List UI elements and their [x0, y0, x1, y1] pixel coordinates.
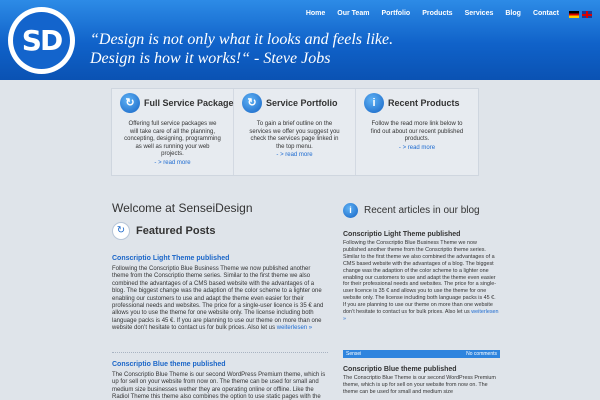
post-excerpt: The Conscriptio Blue Theme is our second WordPress Premium theme, which is up for sell on your website from now on. The theme can be used for small and medium size businesses wether they are operating online or offline. Like the Radiol Theme this theme also combines the option to use static pages with the: [112, 372, 326, 400]
feature-box-service-portfolio: [234, 89, 356, 175]
feature-box-recent-products: [356, 89, 478, 175]
info-icon: i: [343, 203, 358, 218]
flag-gb-icon[interactable]: [582, 11, 592, 18]
divider: [112, 352, 328, 353]
read-more-link[interactable]: weiterlesen »: [343, 309, 499, 322]
info-icon: i: [364, 93, 384, 113]
read-more-link[interactable]: weiterlesen »: [276, 325, 313, 332]
refresh-icon: ↻: [112, 222, 130, 240]
read-more-link[interactable]: - > read more: [276, 152, 313, 159]
logo[interactable]: [8, 7, 75, 74]
flag-de-icon[interactable]: [569, 11, 579, 18]
featured-posts-heading: [112, 222, 215, 240]
sidebar-post-title[interactable]: Conscriptio Blue theme published: [343, 366, 457, 373]
post-comments-link[interactable]: No comments: [466, 351, 497, 357]
header: [0, 0, 600, 80]
post-author[interactable]: Sensei: [346, 351, 362, 357]
main-nav: [300, 10, 592, 18]
nav-item-services[interactable]: Services: [464, 10, 494, 17]
sidebar-post-excerpt-text: Following the Conscriptio Blue Business Theme we now published another theme from the Conscriptio theme series. Similar to the first theme we also combined the advantages of a CMS based website with the advantages of a blog. The biggest change was the adaption of the color scheme to a lighter one enabling our customers to use and adapt the theme even easier for their professional needs and websites. The price for a single-user licence is 35 € and allows you to use the theme for one website only. The license including both language packs is 45 €. If you are planning to use our theme on more than one website don’t hesitate to contact us for bulk prices. Also let us: [343, 240, 497, 316]
feature-box-full-service: [112, 89, 234, 175]
nav-item-home[interactable]: Home: [305, 10, 326, 17]
sidebar-post-excerpt: [343, 240, 500, 323]
post-excerpt: [112, 266, 328, 333]
language-switcher: [569, 11, 592, 18]
read-more-link[interactable]: - > read more: [398, 144, 436, 151]
sidebar-post-excerpt: The Conscriptio Blue Theme is our second WordPress Premium theme, which is up for sell on your website from now on. The theme can be used for small and medium size: [343, 375, 496, 395]
post-title-link[interactable]: Conscriptio Light Theme published: [112, 255, 230, 262]
read-more-link[interactable]: - > read more: [154, 159, 191, 166]
sidebar-post: [343, 231, 500, 323]
nav-item-blog[interactable]: Blog: [505, 10, 521, 17]
featured-posts-title: Featured Posts: [136, 225, 216, 237]
recent-articles-heading: [343, 203, 480, 218]
feature-text: Offering full service packages we will take care of all the planning, concepting, designing, programming as well as running your web projects.: [124, 121, 221, 158]
sidebar-post: [343, 366, 500, 396]
recent-articles-title: Recent articles in our blog: [364, 205, 480, 216]
refresh-icon: ↻: [120, 93, 140, 113]
sidebar-post-title[interactable]: Conscriptio Light Theme published: [343, 231, 461, 238]
nav-item-portfolio[interactable]: Portfolio: [381, 10, 411, 17]
logo-text: SD: [13, 12, 70, 69]
feature-title: Recent Products: [388, 98, 460, 108]
nav-item-contact[interactable]: Contact: [532, 10, 559, 17]
refresh-icon: ↻: [242, 93, 262, 113]
feature-title: Service Portfolio: [266, 98, 338, 108]
nav-item-our-team[interactable]: Our Team: [337, 10, 370, 17]
header-quote: “Design is not only what it looks and feels like. Design is how it works!“ - Steve Jobs: [90, 31, 394, 67]
feature-text: Follow the read more link below to find out about our recent published products.: [370, 121, 464, 143]
feature-boxes: [111, 88, 479, 176]
nav-item-products[interactable]: Products: [422, 10, 453, 17]
post-excerpt-text: Following the Conscriptio Blue Business Theme we now published another theme from the Conscriptio theme series. Similar to the first theme we also combined the advantages of a CMS based website with the advantages of a blog. The biggest change was the adaption of the color scheme to a lighter one enabling our customers to use and adapt the theme even easier for their professional needs and websites. The price for a single-user licence is 35 € and allows you to use the theme for one website only. The license including both language packs is 45 €. If you are planning to use our theme on more than one website don’t hesitate to contact us for bulk prices. Also let us: [112, 266, 324, 332]
page-title: Welcome at SenseiDesign: [112, 201, 253, 215]
feature-title: Full Service Package: [144, 98, 234, 108]
post-title-link[interactable]: Conscriptio Blue theme published: [112, 361, 226, 368]
feature-text: To gain a brief outline on the services we offer you suggest you check the services page linked in the top menu.: [249, 121, 340, 150]
post-meta-bar: [343, 350, 500, 358]
